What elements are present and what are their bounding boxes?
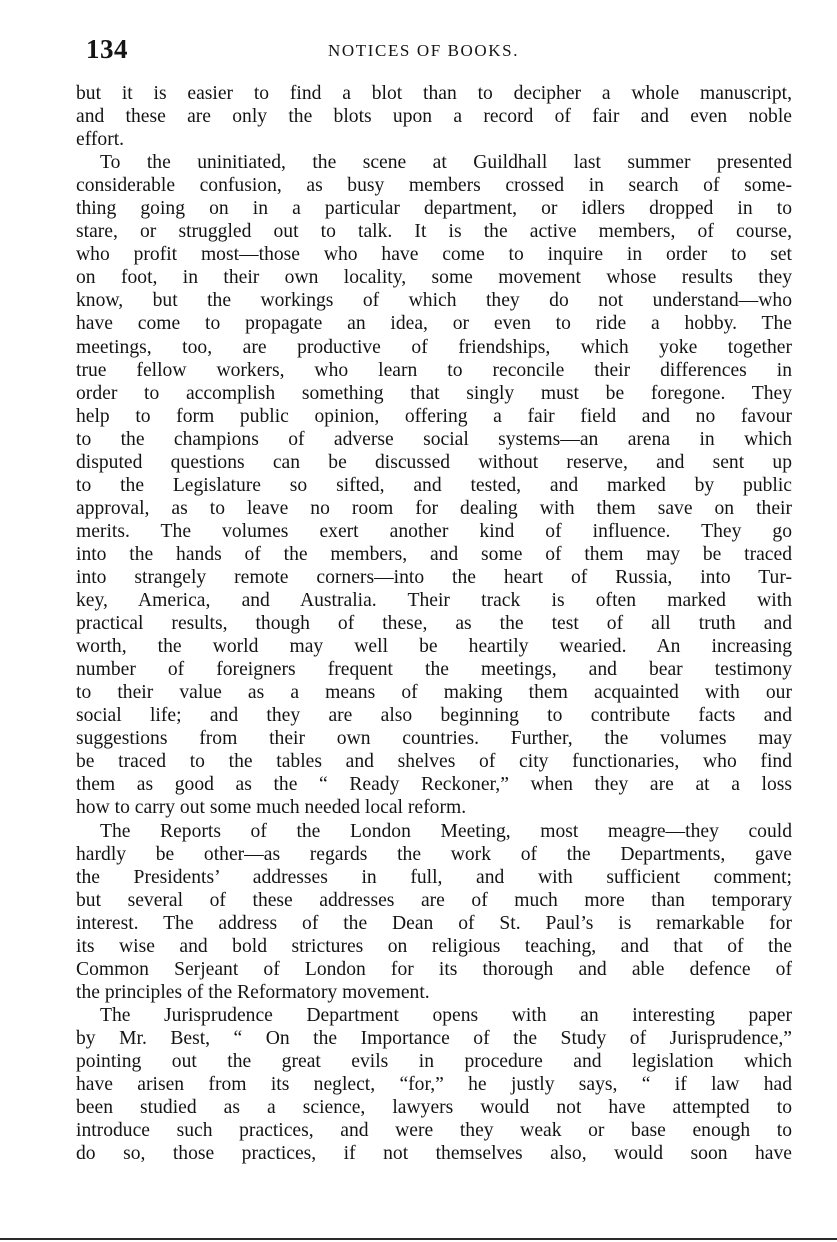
text-line: pointing out the great evils in procedure and legislation which [76, 1050, 792, 1072]
text-line: them as good as the “ Ready Reckoner,” when they are at a loss [76, 774, 792, 796]
text-line: The Jurisprudence Department opens with an interesting paper [100, 1004, 792, 1026]
text-line: hardly be other—as regards the work of the Departments, gave [76, 843, 792, 865]
text-line: meetings, too, are productive of friendships, which yoke together [76, 336, 792, 358]
text-line: merits. The volumes exert another kind of influence. They go [76, 520, 792, 542]
text-line: social life; and they are also beginning to contribute facts and [76, 705, 792, 727]
text-line: but several of these addresses are of much more than temporary [76, 889, 792, 911]
text-line: thing going on in a particular department, or idlers dropped in to [76, 198, 792, 220]
text-line: approval, as to leave no room for dealing with them save on their [76, 497, 792, 519]
page-number: 134 [86, 34, 128, 64]
text-line: have arisen from its neglect, “for,” he justly says, “ if law had [76, 1074, 792, 1096]
text-line: disputed questions can be discussed without reserve, and sent up [76, 451, 792, 473]
text-line: true fellow workers, who learn to reconcile their differences in [76, 359, 792, 381]
text-line: been studied as a science, lawyers would not have attempted to [76, 1097, 792, 1119]
text-line: how to carry out some much needed local reform. [76, 797, 467, 819]
text-line: worth, the world may well be heartily wearied. An increasing [76, 636, 792, 658]
text-line: on foot, in their own locality, some movement whose results they [76, 267, 792, 289]
text-line: the principles of the Reformatory movement. [76, 981, 430, 1003]
text-line: Common Serjeant of London for its thorough and able defence of [76, 958, 792, 980]
text-line: stare, or struggled out to talk. It is the active members, of course, [76, 221, 792, 243]
text-line: know, but the workings of which they do not understand—who [76, 290, 792, 312]
text-line: the Presidents’ addresses in full, and with sufficient comment; [76, 866, 792, 888]
page-bottom-edge [0, 1238, 837, 1240]
text-line: introduce such practices, and were they weak or base enough to [76, 1120, 792, 1142]
text-line: practical results, though of these, as the test of all truth and [76, 613, 792, 635]
text-line: who profit most—those who have come to inquire in order to set [76, 244, 792, 266]
text-line: by Mr. Best, “ On the Importance of the Study of Jurisprudence,” [76, 1027, 792, 1049]
text-line: To the uninitiated, the scene at Guildhall last summer presented [100, 152, 792, 174]
page-header [86, 34, 790, 68]
text-line: but it is easier to find a blot than to decipher a whole manuscript, [76, 83, 792, 104]
text-line: order to accomplish something that singly must be foregone. They [76, 382, 792, 404]
text-line: to the Legislature so sifted, and tested, and marked by public [76, 474, 792, 496]
text-line: effort. [76, 129, 125, 151]
text-line: do so, those practices, if not themselves also, would soon have [76, 1143, 792, 1165]
text-line: be traced to the tables and shelves of city functionaries, who find [76, 751, 792, 773]
text-line: key, America, and Australia. Their track is often marked with [76, 590, 792, 612]
text-line: and these are only the blots upon a record of fair and even noble [76, 106, 792, 128]
text-line: considerable confusion, as busy members crossed in search of some- [76, 175, 792, 197]
text-line: The Reports of the London Meeting, most meagre—they could [100, 820, 792, 842]
text-line: into the hands of the members, and some of them may be traced [76, 543, 792, 565]
text-line: into strangely remote corners—into the heart of Russia, into Tur- [76, 566, 792, 588]
text-line: to their value as a means of making them acquainted with our [76, 682, 792, 704]
text-line: help to form public opinion, offering a fair field and no favour [76, 405, 792, 427]
text-line: interest. The address of the Dean of St. Paul’s is remarkable for [76, 912, 792, 934]
running-head: NOTICES OF BOOKS. [328, 41, 520, 60]
text-line: its wise and bold strictures on religious teaching, and that of the [76, 935, 792, 957]
text-line: suggestions from their own countries. Further, the volumes may [76, 728, 792, 750]
text-line: number of foreigners frequent the meetings, and bear testimony [76, 659, 792, 681]
article-body [76, 82, 792, 1165]
text-line: have come to propagate an idea, or even to ride a hobby. The [76, 313, 792, 335]
text-line: to the champions of adverse social systems—an arena in which [76, 428, 792, 450]
